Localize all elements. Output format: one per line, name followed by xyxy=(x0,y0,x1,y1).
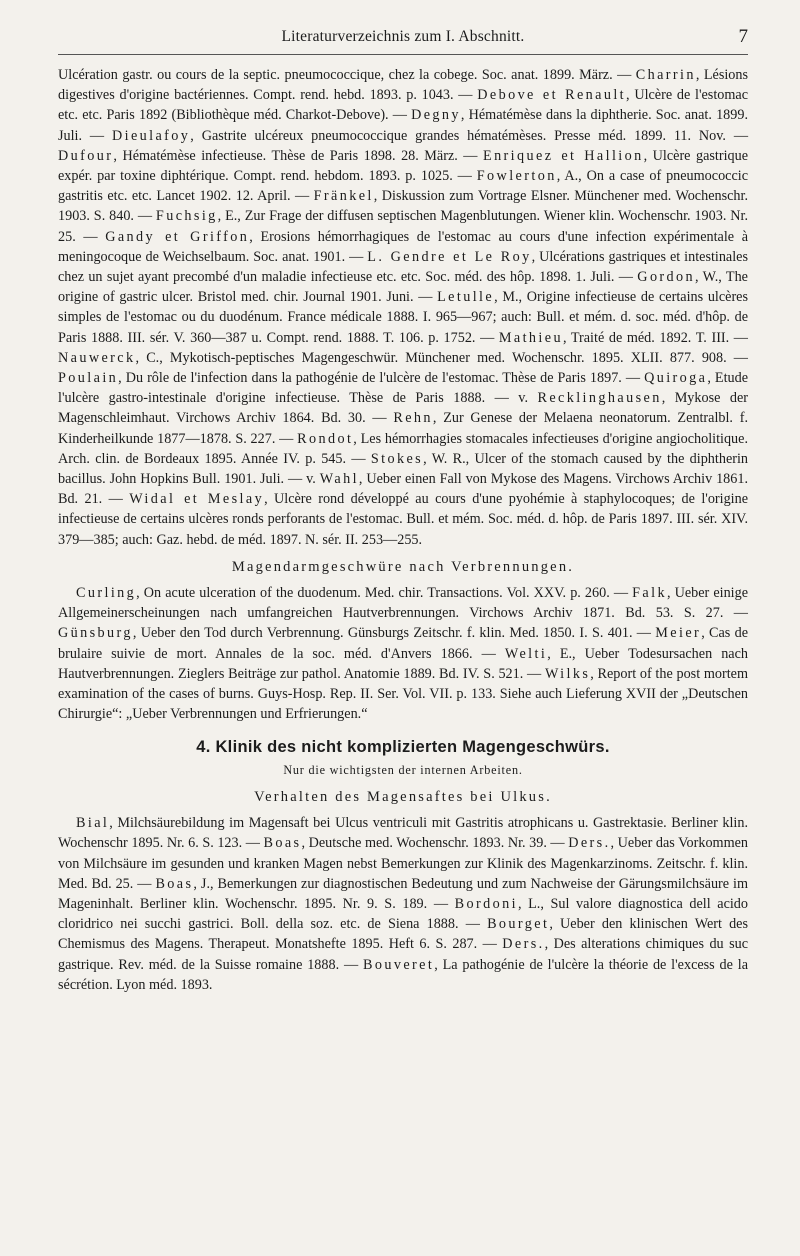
author-name: Fränkel xyxy=(313,188,374,205)
author-name: Dufour xyxy=(58,147,114,164)
citation-text: , J., Bemerkungen zur diagnostischen Bedeutung und zum Nachweise der Gärungsmilchsäure im Mageninhalt. Berliner klin. Wochenschr. 1895. Nr. 9. S. 189. — xyxy=(58,875,749,912)
section-subheading: Nur die wichtigsten der internen Arbeiten. xyxy=(283,762,523,777)
author-name: Meier xyxy=(655,625,702,642)
citation-text: , Ueber den klinischen Wert des Chemismus des Magens. Therapeut. Monatshefte 1895. Heft 6. S. 287. — xyxy=(58,916,748,953)
author-name: L. Gendre et Le Roy xyxy=(367,248,532,265)
citation-text: , Ulcère rond développé au cours d'une pyohémie à staphylocoques; de l'origine infectieuse de certains ulcères ronds perforants de l'estomac. Bull. et mém. Soc. méd. d. hôp. de Paris 1897. III. sér. XIV. 379—385; auch: Gaz. hebd. de méd. 1897. N. sér. II. 253—255. xyxy=(58,491,749,548)
citation-text: , C., Mykotisch-peptisches Magengeschwür. Münchener med. Wochenschr. 1895. XLII. 877. 908. — xyxy=(135,349,748,366)
author-name: Recklinghausen xyxy=(537,390,662,407)
author-name: Wilks xyxy=(544,665,591,682)
subheading-burns: Magendarmgeschwüre nach Verbrennungen. xyxy=(231,558,575,575)
author-name: Debove et Renault xyxy=(477,87,627,104)
citation-text: , Du rôle de l'infection dans la pathogénie de l'ulcère de l'estomac. Thèse de Paris 1897. — xyxy=(118,370,645,387)
author-name: Mathieu xyxy=(498,329,563,346)
citation-text: , La pathogénie de l'ulcère la théorie de l'excess de la sécrétion. Lyon méd. 1893. xyxy=(58,956,748,993)
citation-text: , Les hémorrhagies stomacales infectieuses d'origine angiocholitique. Arch. clin. de Bordeaux 1895. Année IV. p. 545. — xyxy=(58,430,748,467)
author-name: Gordon xyxy=(637,269,696,286)
author-name: Bial xyxy=(76,815,110,832)
citation-text: , M., Origine infectieuse de certains ulcères simples de l'estomac ou du duodénum. France médicale 1888. I. 965—967; auch: Bull. et mém. d. soc. méd. d'hôp. de Paris 1888. III. sér. V. 360—387 u. Compt. rend. 1888. T. 106. p. 1752. — xyxy=(58,289,748,346)
citation-text: , Cas de brulaire suivie de mort. Annales de la soc. méd. d'Anvers 1866. — xyxy=(58,625,748,662)
citation-text: , Ueber einen Fall von Mykose des Magens. Virchows Archiv 1861. Bd. 21. — xyxy=(58,471,749,508)
author-name: Charrin xyxy=(635,67,696,83)
author-name: Boas xyxy=(263,835,302,852)
author-name: Falk xyxy=(632,585,667,602)
running-head-title: Literaturverzeichnis zum I. Abschnitt. xyxy=(281,28,525,45)
author-name: Nauwerck xyxy=(58,349,136,366)
author-name: Letulle xyxy=(437,289,495,306)
citation-text: , Hématémèse dans la diphtherie. Soc. anat. 1899. Juli. — xyxy=(58,107,748,144)
author-name: Curling xyxy=(76,585,137,602)
citation-text: , Ulcère gastrique expér. par toxine diphtérique. Compt. rend. hebdom. 1893. p. 1025. — xyxy=(58,147,748,185)
citation-text: , Milchsäurebildung im Magensaft bei Ulcus ventriculi mit Gastritis atrophicans u. Gastrektasie. Berliner klin. Wochenschr 1895. Nr. 6. S. 123. — xyxy=(58,815,748,852)
citation-text: , Ueber das Vorkommen von Milchsäure im gesunden und kranken Magen nebst Bemerkungen zur Klinik des Magenkarzinoms. Zeitschr. f. klin. Med. Bd. 25. — xyxy=(58,835,748,892)
bibliography-block-1 xyxy=(58,65,748,550)
citation-text: Ulcération gastr. ou cours de la septic. pneumococcique, chez la cobege. Soc. anat. 1899. März. — xyxy=(58,67,636,83)
citation-text: , W., The origine of gastric ulcer. Bristol med. chir. Journal 1901. Juni. — xyxy=(58,269,748,306)
citation-text: , Erosions hémorrhagiques de l'estomac au cours d'une infection expérimentale à meningocoque de Weichselbaum. Soc. anat. 1901. — xyxy=(58,228,749,265)
subheading-gastric-juice: Verhalten des Magensaftes bei Ulkus. xyxy=(254,788,552,805)
author-name: Welti xyxy=(504,645,548,662)
author-name: Gandy et Griffon xyxy=(105,228,250,245)
running-head xyxy=(58,28,748,54)
citation-text: , Gastrite ulcéreux pneumococcique grandes hématémèses. Presse méd. 1899. 11. Nov. — xyxy=(190,127,749,144)
author-name: Stokes xyxy=(370,450,424,467)
section-heading: 4. Klinik des nicht komplizierten Magengeschwürs. xyxy=(196,737,610,756)
citation-text: , E., Ueber Todesursachen nach Hautverbrennungen. Zieglers Beiträge zur pathol. Anatomie 1889. Bd. IV. S. 521. — xyxy=(58,645,748,682)
author-name: Fowlerton xyxy=(476,168,557,185)
citation-text: , Zur Genese der Melaena neonatorum. Zentralbl. f. Kinderheilkunde 1877—1878. S. 227. — xyxy=(58,410,748,447)
citation-text: , W. R., Ulcer of the stomach caused by the diphtherin bacillus. John Hopkins Bull. 1901. Juli. — v. xyxy=(58,450,748,488)
author-name: Fuchsig xyxy=(155,208,218,225)
citation-text: , Ulcérations gastriques et intestinales chez un sujet ayant precombé d'un maladie infectieuse etc. etc. Soc. méd. des hôp. 1898. 1. Juli. — xyxy=(58,248,748,286)
citation-text: , On acute ulceration of the duodenum. Med. chir. Transactions. Vol. XXV. p. 260. — xyxy=(136,585,633,602)
author-name: Poulain xyxy=(58,370,119,387)
citation-text: , Etude l'ulcère gastro-intestinale d'origine infectieuse. Thèse de Paris 1888. — v. xyxy=(58,370,749,407)
citation-text: , E., Zur Frage der diffusen septischen Magenblutungen. Wiener klin. Wochenschr. 1903. Nr. 25. — xyxy=(58,208,748,245)
author-name: Boas xyxy=(155,875,194,892)
author-name: Quiroga xyxy=(644,370,708,387)
author-name: Widal et Meslay xyxy=(129,491,265,508)
citation-text: , Ulcère de l'estomac etc. etc. Paris 1892 (Bibliothèque méd. Charkot-Debove). — xyxy=(58,87,748,124)
author-name: Günsburg xyxy=(58,625,133,642)
page-number: 7 xyxy=(738,26,748,47)
citation-text: , Report of the post mortem examination of the cases of burns. Guys-Hosp. Rep. II. Ser. Vol. VII. p. 133. Siehe auch Lieferung XVII der „Deutschen Chirurgie“: „Ueber Verbrennungen und Erfrierungen.“ xyxy=(58,665,748,723)
author-name: Degny xyxy=(411,107,461,124)
author-name: Rondot xyxy=(297,430,354,447)
citation-text: , Mykose der Magenschleimhaut. Virchows Archiv 1864. Bd. 30. — xyxy=(58,390,748,427)
author-name: Enriquez et Hallion xyxy=(483,147,644,164)
author-name: Ders. xyxy=(568,835,611,852)
bibliography-block-2 xyxy=(58,583,748,724)
author-name: Bourget xyxy=(487,916,550,933)
citation-text: , Traité de méd. 1892. T. III. — xyxy=(562,329,748,346)
citation-text: , Ueber den Tod durch Verbrennung. Günsburgs Zeitschr. f. klin. Med. 1850. I. S. 401. — xyxy=(132,625,656,642)
citation-text: , A., On a case of pneumococcic gastritis etc. etc. Lancet 1902. 12. April. — xyxy=(58,168,748,205)
page xyxy=(58,28,748,995)
header-rule xyxy=(58,54,748,55)
bibliography-body xyxy=(58,65,748,995)
citation-text: , Deutsche med. Wochenschr. 1893. Nr. 39. — xyxy=(301,835,569,852)
author-name: Rehn xyxy=(393,410,433,427)
citation-text: , Diskussion zum Vortrage Elsner. Münchener med. Wochenschr. 1903. S. 840. — xyxy=(58,188,748,225)
author-name: Dieulafoy xyxy=(111,127,191,144)
citation-text: , Ueber einige Allgemeinerscheinungen nach umfangreichen Hautverbrennungen. Virchows Archiv 1871. Bd. 53. S. 27. — xyxy=(58,585,748,622)
author-name: Ders. xyxy=(502,936,545,953)
citation-text: , Hématémèse infectieuse. Thèse de Paris 1898. 28. März. — xyxy=(113,147,483,164)
bibliography-block-3 xyxy=(58,813,748,995)
author-name: Bordoni xyxy=(454,895,518,912)
citation-text: , L., Sul valore diagnostica dell acido cloridrico nei succhi gastrici. Boll. della soz. etc. de Siena 1888. — xyxy=(58,895,748,933)
citation-text: , Lésions digestives d'origine bactériennes. Compt. rend. hebd. 1893. p. 1043. — xyxy=(58,67,749,104)
citation-text: , Des alterations chimiques du suc gastrique. Rev. méd. de la Suisse romaine 1888. — xyxy=(58,936,748,973)
author-name: Bouveret xyxy=(362,956,435,973)
author-name: Wahl xyxy=(319,471,359,488)
